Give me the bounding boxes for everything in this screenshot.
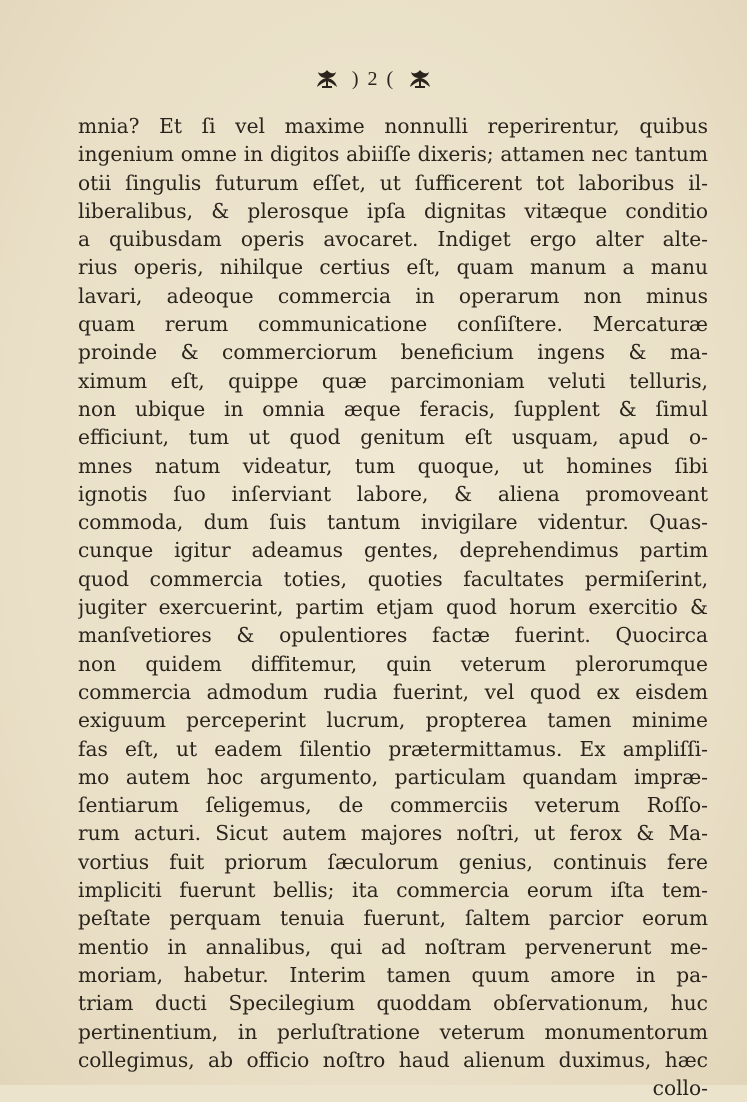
text-line: rius operis, nihilque certius eſt, quam manum a manu [78, 255, 708, 280]
text-line: vortius fuit priorum ſæculorum genius, continuis fere [78, 849, 708, 874]
text-line: commoda, dum ſuis tantum invigilare videntur. Quas- [78, 510, 708, 535]
text-line: manſvetiores & opulentiores factæ fuerint. Quocirca [78, 623, 708, 648]
text-line: lavari, adeoque commercia in operarum non minus [78, 283, 708, 308]
text-line: quod commercia toties, quoties facultates permiſerint, [78, 566, 708, 591]
catchword: collo- [652, 1076, 708, 1101]
text-line: mentio in annalibus, qui ad noſtram pervenerunt me- [78, 934, 708, 959]
text-line: impliciti fuerunt bellis; ita commercia eorum iſta tem- [78, 878, 708, 903]
text-line: ſentiarum ſeligemus, de commerciis veterum Roſſo- [78, 793, 708, 818]
text-line: mnes natum videatur, tum quoque, ut homines ſibi [78, 453, 708, 478]
left-ornament-icon [314, 68, 340, 90]
body-text [78, 112, 708, 1102]
text-line: efficiunt, tum ut quod genitum eſt usquam, apud o- [78, 425, 708, 450]
text-line: non ubique in omnia æque feracis, ſupplent & ſimul [78, 396, 708, 421]
text-line: fas eſt, ut eadem ſilentio prætermittamus. Ex ampliſſi- [78, 736, 708, 761]
text-line: mo autem hoc argumento, particulam quandam impræ- [78, 764, 708, 789]
text-line: otii ſingulis futurum eſſet, ut ſufficerent tot laboribus il- [78, 170, 708, 195]
text-line: non quidem diffitemur, quin veterum plerorumque [78, 651, 708, 676]
page-number: ) 2 ( [351, 67, 396, 90]
page-header [0, 62, 747, 96]
right-ornament-icon [407, 68, 433, 90]
text-line: pertinentium, in perluſtratione veterum monumentorum [78, 1019, 708, 1044]
text-line: quam rerum communicatione conſiſtere. Mercaturæ [78, 312, 708, 337]
text-line: mnia? Et ſi vel maxime nonnulli reperirentur, quibus [78, 114, 708, 138]
text-line: proinde & commerciorum beneficium ingens & ma- [78, 340, 708, 365]
text-line: commercia admodum rudia fuerint, vel quod ex eisdem [78, 679, 708, 704]
text-line: exiguum perceperint lucrum, propterea tamen minime [78, 708, 708, 733]
text-line: cunque igitur adeamus gentes, deprehendimus partim [78, 538, 708, 563]
text-line: ignotis ſuo inſerviant labore, & aliena promoveant [78, 481, 708, 506]
text-line: ingenium omne in digitos abiiſſe dixeris; attamen nec tantum [78, 142, 708, 167]
text-line: moriam, habetur. Interim tamen quum amore in pa- [78, 962, 708, 987]
text-line: jugiter exercuerint, partim etjam quod horum exercitio & [78, 595, 708, 620]
text-line: peſtate perquam tenuia fuerunt, ſaltem parcior eorum [78, 906, 708, 931]
text-line: triam ducti Specilegium quoddam obſervationum, huc [78, 991, 708, 1016]
text-line: collegimus, ab officio noſtro haud alienum duximus, hæc [78, 1047, 708, 1072]
text-line: ximum eſt, quippe quæ parcimoniam veluti telluris, [78, 368, 708, 393]
text-line: rum acturi. Sicut autem majores noſtri, ut ferox & Ma- [78, 821, 708, 846]
text-line: a quibusdam operis avocaret. Indiget ergo alter alte- [78, 227, 708, 252]
text-line: liberalibus, & plerosque ipſa dignitas vitæque conditio [78, 198, 708, 223]
